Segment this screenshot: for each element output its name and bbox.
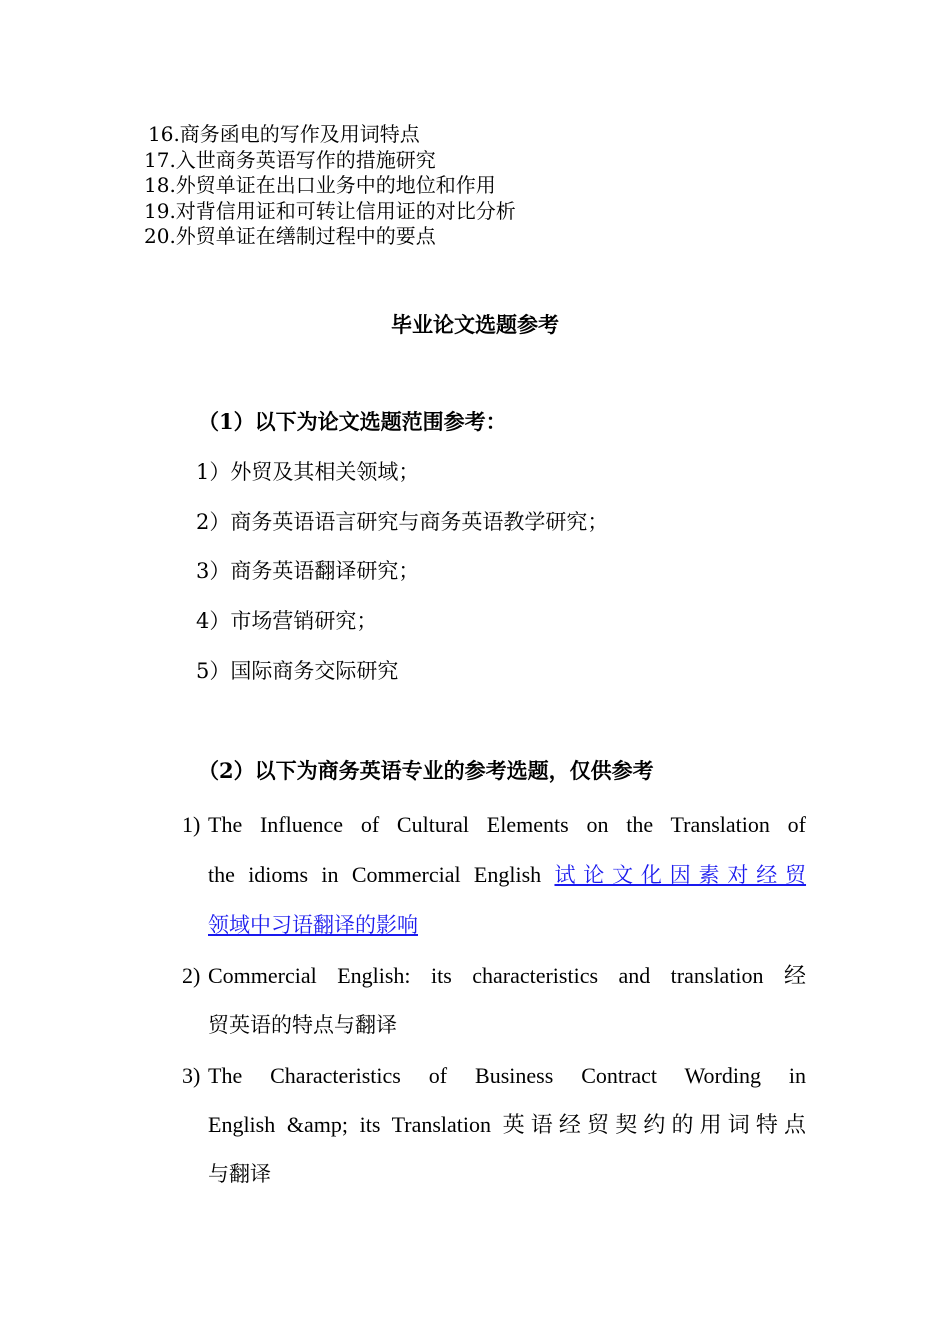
topic-item — [182, 951, 806, 1050]
list-item: 16.商务函电的写作及用词特点 — [148, 122, 420, 146]
topic-number: 3) — [182, 1062, 201, 1088]
section2-heading: （2）以下为商务英语专业的参考选题，仅供参考 — [198, 758, 654, 783]
list-item: 5）国际商务交际研究 — [196, 658, 399, 683]
list-item: 17.入世商务英语写作的措施研究 — [144, 147, 436, 172]
topic-number: 1) — [182, 812, 201, 837]
topic-item — [182, 800, 806, 951]
topic-link[interactable]: 试论文化因素对经贸 — [554, 862, 807, 887]
list-item: 3）商务英语翻译研究； — [196, 559, 420, 584]
list-item: 20.外贸单证在缮制过程中的要点 — [144, 224, 436, 248]
suggested-topics — [182, 800, 806, 1200]
list-item: 4）市场营销研究； — [196, 609, 378, 634]
list-item: 2）商务英语语言研究与商务英语教学研究； — [196, 509, 609, 534]
topic-title-line: The Influence of Cultural Elements on the Translation of — [208, 812, 806, 837]
range-list — [196, 454, 608, 702]
topic-title-line: 贸英语的特点与翻译 — [208, 1012, 397, 1037]
section1-heading: （1）以下为论文选题范围参考： — [198, 409, 507, 434]
numbered-topic-list — [144, 122, 744, 250]
topic-number: 2) — [182, 963, 201, 989]
topic-title-line: the idioms in Commercial English — [208, 861, 542, 887]
topic-title-line: English &amp; its Translation 英语经贸契约的用词特点 — [208, 1112, 806, 1138]
list-item: 18.外贸单证在出口业务中的地位和作用 — [144, 173, 496, 197]
topic-link[interactable]: 领域中习语翻译的影响 — [208, 913, 418, 938]
topic-title-line: Commercial English: its characteristics and translation 经 — [208, 963, 806, 989]
topic-item — [182, 1051, 806, 1200]
page-title: 毕业论文选题参考 — [391, 312, 559, 337]
list-item: 1）外贸及其相关领域； — [196, 460, 420, 484]
list-item: 19.对背信用证和可转让信用证的对比分析 — [144, 198, 516, 223]
topic-title-line: The Characteristics of Business Contract Wording in — [208, 1062, 806, 1088]
topic-title-line: 与翻译 — [208, 1161, 271, 1186]
